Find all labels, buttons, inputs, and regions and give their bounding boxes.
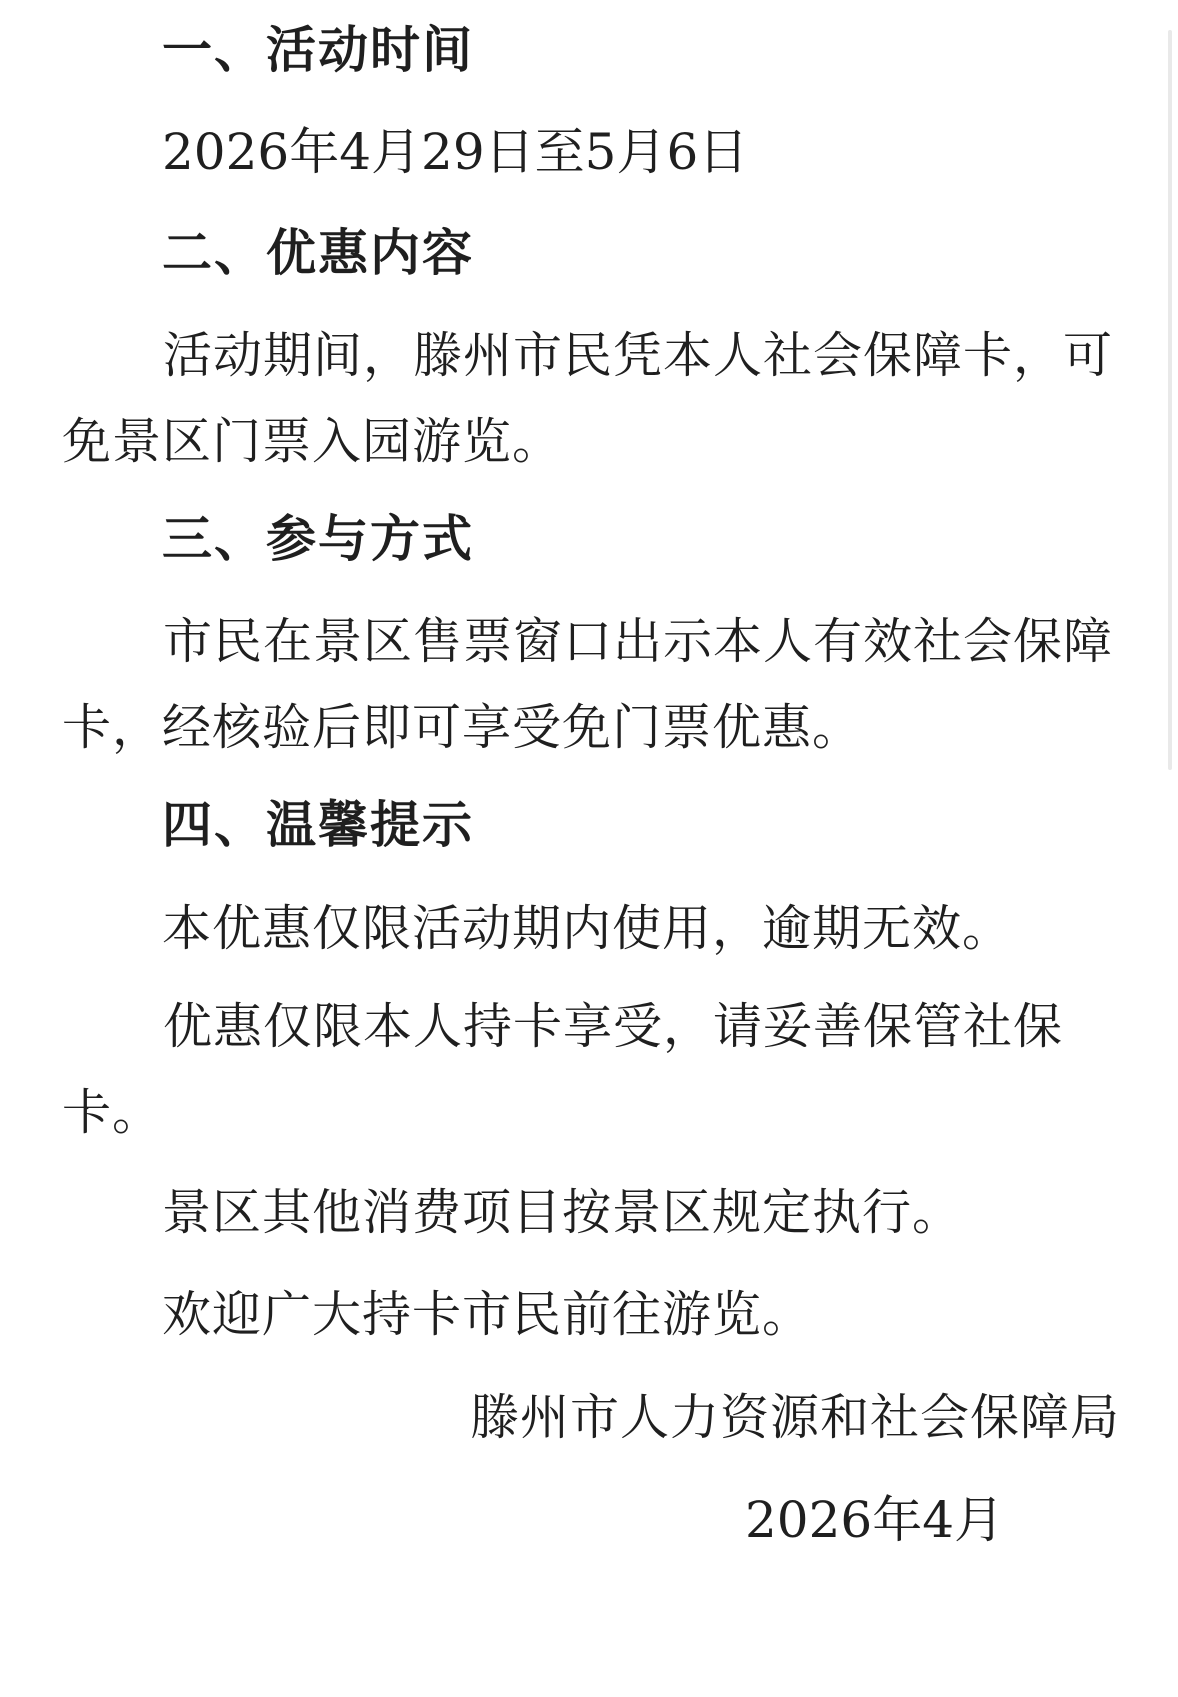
tip-item-welcome: 欢迎广大持卡市民前往游览。 xyxy=(162,1286,813,1343)
participation-paragraph: 市民在景区售票窗口出示本人有效社会保障卡，经核验后即可享受免门票优惠。 xyxy=(62,613,1114,756)
activity-date-range: 2026年4月29日至5月6日 xyxy=(162,123,749,181)
section-heading-participation: 三、参与方式 xyxy=(162,510,474,568)
section-heading-discount-content: 二、优惠内容 xyxy=(162,224,474,282)
section-heading-activity-time: 一、活动时间 xyxy=(162,21,474,79)
tip-item-card-holder: 优惠仅限本人持卡享受，请妥善保管社保卡。 xyxy=(62,998,1064,1141)
issue-date: 2026年4月 xyxy=(745,1491,1005,1549)
tip-item-validity: 本优惠仅限活动期内使用，逾期无效。 xyxy=(162,900,1013,957)
issuing-organization: 滕州市人力资源和社会保障局 xyxy=(469,1389,1120,1446)
tip-item-other-consumption: 景区其他消费项目按景区规定执行。 xyxy=(162,1184,963,1241)
discount-content-paragraph: 活动期间，滕州市民凭本人社会保障卡，可免景区门票入园游览。 xyxy=(62,327,1114,470)
scrollbar-track xyxy=(1168,30,1172,770)
section-heading-tips: 四、温馨提示 xyxy=(162,796,474,854)
